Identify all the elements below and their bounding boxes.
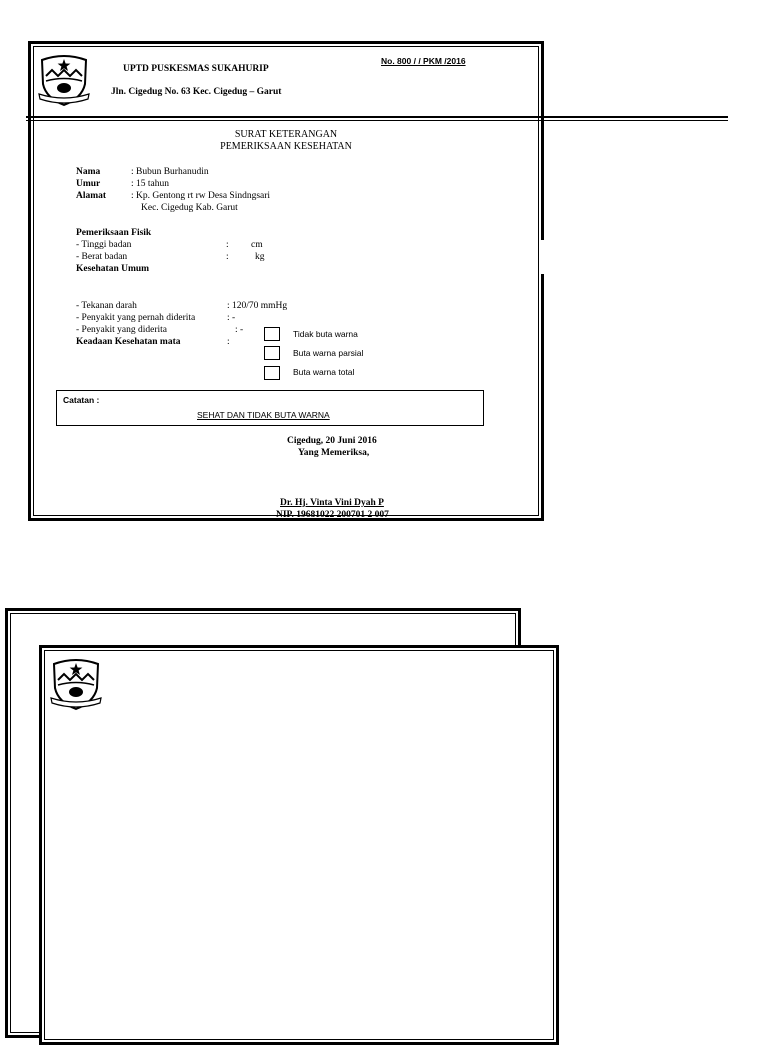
penyakit-diderita-value: : -	[235, 325, 244, 335]
garut-emblem-icon	[50, 654, 102, 712]
penyakit-pernah-label: - Penyakit yang pernah diderita	[76, 313, 196, 323]
tinggi-unit: cm	[251, 240, 263, 250]
nama-value: : Bubun Burhanudin	[131, 167, 209, 177]
tekanan-value: : 120/70 mmHg	[227, 301, 288, 311]
tekanan-label: - Tekanan darah	[76, 301, 137, 311]
umur-label: Umur	[76, 179, 101, 189]
option-tidak-buta-warna: Tidak buta warna	[293, 329, 358, 339]
doctor-nip: NIP. 19681022 200701 2 007	[276, 510, 389, 520]
berat-unit: kg	[255, 252, 265, 262]
mata-colon: :	[227, 337, 230, 347]
tinggi-label: - Tinggi badan	[76, 240, 132, 250]
checkbox-buta-warna-total[interactable]	[264, 366, 280, 380]
kesehatan-umum-heading: Kesehatan Umum	[76, 264, 150, 274]
alamat-label: Alamat	[76, 191, 107, 201]
option-buta-warna-total: Buta warna total	[293, 367, 355, 377]
nama-label: Nama	[76, 167, 101, 177]
catatan-box	[56, 390, 484, 426]
org-name: UPTD PUSKESMAS SUKAHURIP	[123, 64, 269, 74]
penyakit-pernah-value: : -	[227, 313, 236, 323]
catatan-label: Catatan :	[63, 395, 100, 405]
header-rule-thin	[26, 120, 728, 121]
tinggi-colon: :	[226, 240, 229, 250]
penyakit-diderita-label: - Penyakit yang diderita	[76, 325, 168, 335]
mata-label: Keadaan Kesehatan mata	[76, 337, 181, 347]
doc-title-line2: PEMERIKSAAN KESEHATAN	[220, 141, 352, 152]
umur-value: : 15 tahun	[131, 179, 169, 189]
berat-colon: :	[226, 252, 229, 262]
berat-label: - Berat badan	[76, 252, 128, 262]
option-buta-warna-parsial: Buta warna parsial	[293, 348, 364, 358]
garut-emblem-icon	[38, 50, 90, 108]
catatan-value: SEHAT DAN TIDAK BUTA WARNA	[197, 410, 330, 420]
place-date: Cigedug, 20 Juni 2016	[287, 436, 377, 446]
doctor-name: Dr. Hj. Vinta Vini Dyah P	[280, 498, 384, 508]
alamat-value-1: : Kp. Gentong rt rw Desa Sindngsari	[131, 191, 271, 201]
doc-title-line1: SURAT KETERANGAN	[234, 129, 338, 140]
third-page-frame-inner	[44, 650, 554, 1040]
checkbox-buta-warna-parsial[interactable]	[264, 346, 280, 360]
header-rule-thick	[26, 116, 728, 118]
org-address: Jln. Cigedug No. 63 Kec. Cigedug – Garut	[111, 87, 282, 97]
letter-number: No. 800 / / PKM /2016	[381, 56, 466, 66]
fisik-heading: Pemeriksaan Fisik	[76, 228, 152, 238]
alamat-value-2: Kec. Cigedug Kab. Garut	[141, 203, 238, 213]
examiner-label: Yang Memeriksa,	[298, 448, 370, 458]
checkbox-tidak-buta-warna[interactable]	[264, 327, 280, 341]
frame-gap	[541, 240, 551, 274]
